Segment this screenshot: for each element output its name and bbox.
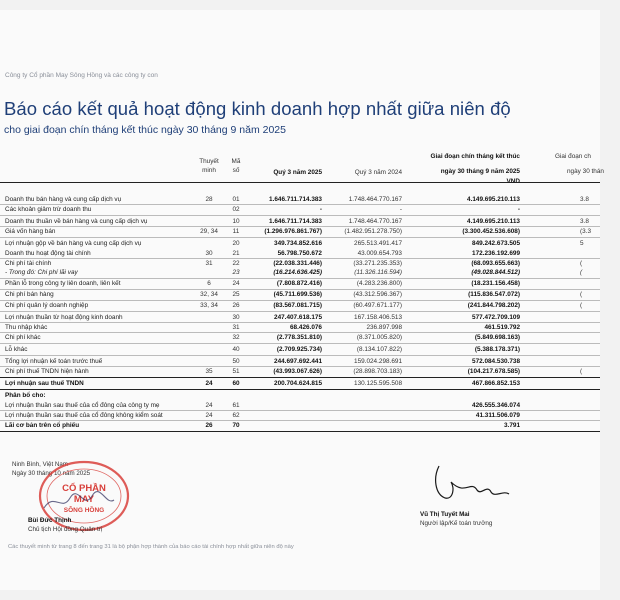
cell-nm25: 849.242.673.505 xyxy=(472,240,520,247)
cell-label: Chi phí khác xyxy=(5,334,41,341)
cell-nm25: 3.791 xyxy=(504,422,520,429)
cell-ms: 26 xyxy=(232,302,240,309)
row-divider xyxy=(0,226,600,227)
cell-label: Giá vốn hàng bán xyxy=(5,228,56,235)
cell-nm25: (5.849.698.163) xyxy=(474,334,520,341)
cell-q25: (7.808.872.416) xyxy=(276,280,322,287)
cell-label: Chi phí thuế TNDN hiện hành xyxy=(5,368,89,375)
cell-ms: 11 xyxy=(232,228,240,235)
company-line: Công ty Cổ phần May Sông Hồng và các công ty con xyxy=(5,72,158,79)
cell-nm25: - xyxy=(517,206,520,213)
cell-q24: 43.009.654.793 xyxy=(357,250,402,257)
cell-q24: (60.497.671.177) xyxy=(353,302,402,309)
right-signer xyxy=(420,510,492,528)
cell-label: Lợi nhuận gộp về bán hàng và cung cấp dịch vụ xyxy=(5,240,142,247)
cell-q24: - xyxy=(399,206,402,213)
left-signer xyxy=(28,516,102,534)
cell-label: Lợi nhuận thuần sau thuế của cổ đông không kiểm soát xyxy=(5,412,163,419)
header-q3-2025: Quý 3 năm 2025 xyxy=(273,169,322,176)
cell-label: Lợi nhuận sau thuế TNDN xyxy=(5,380,84,387)
table-row xyxy=(0,205,600,215)
cell-q24: (8.134.107.822) xyxy=(356,346,402,353)
cell-nm24: 3.8 xyxy=(580,218,589,225)
right-signer-role: Người lập/Kế toán trưởng xyxy=(420,520,493,527)
row-divider xyxy=(0,431,600,432)
cell-label: Phân bổ cho: xyxy=(5,392,46,399)
cell-tm: 32, 34 xyxy=(200,291,218,298)
cell-q24: 236.897.998 xyxy=(366,324,402,331)
cell-tm: 35 xyxy=(205,368,213,375)
cell-q25: (83.567.081.715) xyxy=(273,302,322,309)
cell-q24: (4.283.236.800) xyxy=(356,280,402,287)
cell-nm25: 41.311.506.079 xyxy=(475,412,520,419)
cell-ms: 60 xyxy=(232,380,240,387)
place-date: Ninh Bình, Việt Nam Ngày 30 tháng 10 năm 2025 xyxy=(12,461,91,477)
cell-nm25: 4.149.695.210.113 xyxy=(467,196,520,203)
cell-q25: 56.798.750.672 xyxy=(277,250,322,257)
cell-label: Lãi cơ bản trên cổ phiếu xyxy=(5,422,80,429)
table-row xyxy=(0,345,600,355)
cell-tm: 24 xyxy=(205,402,213,409)
document-page xyxy=(0,10,604,590)
cell-q25: - xyxy=(319,206,322,213)
row-divider xyxy=(0,289,600,290)
row-divider xyxy=(0,278,600,279)
cell-tm: 24 xyxy=(205,412,213,419)
cell-q24: (28.898.703.183) xyxy=(353,368,402,375)
row-divider xyxy=(0,182,600,183)
cell-label: Chi phí tài chính xyxy=(5,260,52,267)
table-row xyxy=(0,290,600,300)
cell-q24: 159.024.298.691 xyxy=(354,358,402,365)
left-signer-name: Bùi Đức Thịnh xyxy=(28,517,72,524)
row-divider xyxy=(0,204,600,205)
row-divider xyxy=(0,300,600,301)
cell-nm25: 467.866.852.153 xyxy=(472,380,520,387)
cell-q24: 167.158.406.513 xyxy=(354,314,402,321)
cell-nm24: 5 xyxy=(580,240,584,247)
cell-q25: (1.296.976.861.767) xyxy=(264,228,322,235)
cell-q24: 130.125.595.508 xyxy=(354,380,402,387)
row-divider xyxy=(0,389,600,390)
row-divider xyxy=(0,343,600,344)
cell-label: Lợi nhuận thuần từ hoạt động kinh doanh xyxy=(5,314,123,321)
table-row xyxy=(0,239,600,249)
left-signature-scribble xyxy=(40,488,120,516)
cell-q25: 68.426.076 xyxy=(290,324,322,331)
cell-tm: 6 xyxy=(207,280,211,287)
cell-nm25: 572.084.530.738 xyxy=(472,358,520,365)
cell-nm25: (241.844.798.202) xyxy=(467,302,520,309)
footnote: Các thuyết minh từ trang 8 đến trang 31 là bộ phận hợp thành của báo cáo tài chính hợp nhất giữa niên độ này xyxy=(8,544,294,550)
cell-ms: 50 xyxy=(232,358,240,365)
row-divider xyxy=(0,420,600,421)
cell-q24: 1.748.464.770.167 xyxy=(348,196,402,203)
cell-q24: (11.326.116.594) xyxy=(354,269,402,276)
cell-q25: (43.993.067.626) xyxy=(273,368,322,375)
cell-nm24: (3.3 xyxy=(580,228,592,235)
cell-ms: 20 xyxy=(232,240,240,247)
cell-q25: (45.711.699.536) xyxy=(273,291,322,298)
cell-ms: 23 xyxy=(232,269,240,276)
table-row xyxy=(0,279,600,289)
right-signature xyxy=(425,460,515,508)
cell-q24: 265.513.491.417 xyxy=(354,240,402,247)
cell-nm25: (18.231.156.458) xyxy=(471,280,520,287)
cell-tm: 33, 34 xyxy=(200,302,218,309)
cell-q25: 200.704.624.815 xyxy=(274,380,322,387)
row-divider xyxy=(0,215,600,216)
cell-tm: 24 xyxy=(205,380,213,387)
cell-ms: 61 xyxy=(232,402,240,409)
cell-label: Doanh thu bán hàng và cung cấp dịch vụ xyxy=(5,196,122,203)
cell-ms: 24 xyxy=(232,280,240,287)
cell-tm: 31 xyxy=(205,260,213,267)
cell-q24: (1.482.951.278.750) xyxy=(344,228,402,235)
cell-ms: 40 xyxy=(232,346,240,353)
seal-text-1: CỔ PHẦN xyxy=(62,483,106,494)
cell-q24: (43.312.596.367) xyxy=(353,291,402,298)
cell-q25: (22.038.331.446) xyxy=(273,260,322,267)
cell-q24: 1.748.464.770.167 xyxy=(348,218,402,225)
cell-nm25: (68.093.655.663) xyxy=(471,260,520,267)
cell-ms: 31 xyxy=(232,324,240,331)
cell-ms: 70 xyxy=(232,422,240,429)
cell-nm24: ( xyxy=(580,291,583,298)
cell-ms: 30 xyxy=(232,314,240,321)
unit-label: VND xyxy=(506,178,520,185)
cell-nm25: (115.836.547.072) xyxy=(468,291,520,298)
report-subtitle: cho giai đoạn chín tháng kết thúc ngày 30 tháng 9 năm 2025 xyxy=(4,124,286,136)
cell-tm: 29, 34 xyxy=(200,228,218,235)
cell-q25: (16.214.636.425) xyxy=(273,269,322,276)
header-thuyet-minh: Thuyết minh xyxy=(199,158,219,174)
header-q3-2024: Quý 3 năm 2024 xyxy=(354,169,402,176)
right-signer-name: Vũ Thị Tuyết Mai xyxy=(420,511,470,518)
table-row xyxy=(0,333,600,343)
table-row xyxy=(0,301,600,311)
cell-tm: 26 xyxy=(205,422,213,429)
cell-ms: 10 xyxy=(232,218,240,225)
cell-q25: 1.646.711.714.383 xyxy=(269,218,322,225)
cell-nm24: ( xyxy=(580,260,583,267)
report-title: Báo cáo kết quả hoạt động kinh doanh hợp nhất giữa niên độ xyxy=(4,98,511,119)
cell-nm25: (104.217.678.585) xyxy=(467,368,520,375)
row-divider xyxy=(0,258,600,259)
table-row xyxy=(0,391,600,401)
cell-nm25: (5.388.178.371) xyxy=(474,346,520,353)
cell-label: - Trong đó: Chi phí lãi vay xyxy=(5,269,78,276)
cell-tm: 30 xyxy=(205,250,213,257)
cell-q25: (2.778.351.810) xyxy=(276,334,322,341)
cell-nm25: 577.472.709.109 xyxy=(472,314,520,321)
cell-nm25: 426.555.346.074 xyxy=(472,402,520,409)
cell-nm24: ( xyxy=(580,368,583,375)
cell-label: Phần lỗ trong công ty liên doanh, liên kết xyxy=(5,280,121,287)
cell-q25: 247.407.618.175 xyxy=(274,314,322,321)
cell-ms: 62 xyxy=(232,412,240,419)
cell-ms: 51 xyxy=(232,368,240,375)
cell-nm25: (3.300.452.536.608) xyxy=(462,228,520,235)
cell-q24: (8.371.005.820) xyxy=(356,334,402,341)
header-ma-so: Mã số xyxy=(231,158,241,174)
cell-label: Chi phí bán hàng xyxy=(5,291,54,298)
row-divider xyxy=(0,410,600,411)
cell-nm25: 461.519.792 xyxy=(484,324,520,331)
table-row xyxy=(0,421,600,431)
row-divider xyxy=(0,322,600,323)
table-row xyxy=(0,227,600,237)
cell-q25: (2.709.925.734) xyxy=(276,346,322,353)
cell-ms: 01 xyxy=(232,196,240,203)
table-row xyxy=(0,367,600,377)
cell-label: Doanh thu hoạt động tài chính xyxy=(5,250,91,257)
cell-nm25: 172.236.192.699 xyxy=(472,250,520,257)
left-signer-role: Chủ tịch Hội đồng Quản trị xyxy=(28,526,103,533)
header-nine-months-2024: Giai đoạn ch ngày 30 thán xyxy=(555,153,604,175)
cell-label: Doanh thu thuần về bán hàng và cung cấp dịch vụ xyxy=(5,218,148,225)
row-divider xyxy=(0,332,600,333)
cell-ms: 32 xyxy=(232,334,240,341)
table-row xyxy=(0,268,600,278)
cell-label: Lỗ khác xyxy=(5,346,28,353)
cell-ms: 21 xyxy=(232,250,240,257)
header-nine-months-2025: Giai đoạn chín tháng kết thúc ngày 30 tháng 9 năm 2025 VND xyxy=(400,152,520,186)
seal-text-2: MAY xyxy=(73,494,95,505)
cell-nm24: ( xyxy=(580,269,583,276)
cell-nm25: (49.028.844.512) xyxy=(471,269,520,276)
cell-ms: 22 xyxy=(232,260,240,267)
cell-q24: (33.271.235.353) xyxy=(353,260,402,267)
cell-label: Chi phí quản lý doanh nghiệp xyxy=(5,302,89,309)
cell-label: Thu nhập khác xyxy=(5,324,48,331)
table-row xyxy=(0,379,600,389)
seal-text-3: SÔNG HỒNG xyxy=(63,507,105,514)
row-divider xyxy=(0,311,600,312)
cell-label: Lợi nhuận thuần sau thuế của cổ đông của công ty mẹ xyxy=(5,402,160,409)
cell-q25: 349.734.852.616 xyxy=(274,240,322,247)
cell-tm: 28 xyxy=(205,196,213,203)
cell-nm25: 4.149.695.210.113 xyxy=(467,218,520,225)
cell-label: Các khoản giảm trừ doanh thu xyxy=(5,206,92,213)
cell-q25: 1.646.711.714.383 xyxy=(269,196,322,203)
cell-nm24: 3.8 xyxy=(580,196,589,203)
row-divider xyxy=(0,377,600,378)
row-divider xyxy=(0,355,600,356)
cell-ms: 25 xyxy=(232,291,240,298)
row-divider xyxy=(0,237,600,238)
cell-label: Tổng lợi nhuận kế toán trước thuế xyxy=(5,358,103,365)
cell-nm24: ( xyxy=(580,302,583,309)
row-divider xyxy=(0,366,600,367)
cell-ms: 02 xyxy=(232,206,240,213)
cell-q25: 244.697.692.441 xyxy=(274,358,322,365)
